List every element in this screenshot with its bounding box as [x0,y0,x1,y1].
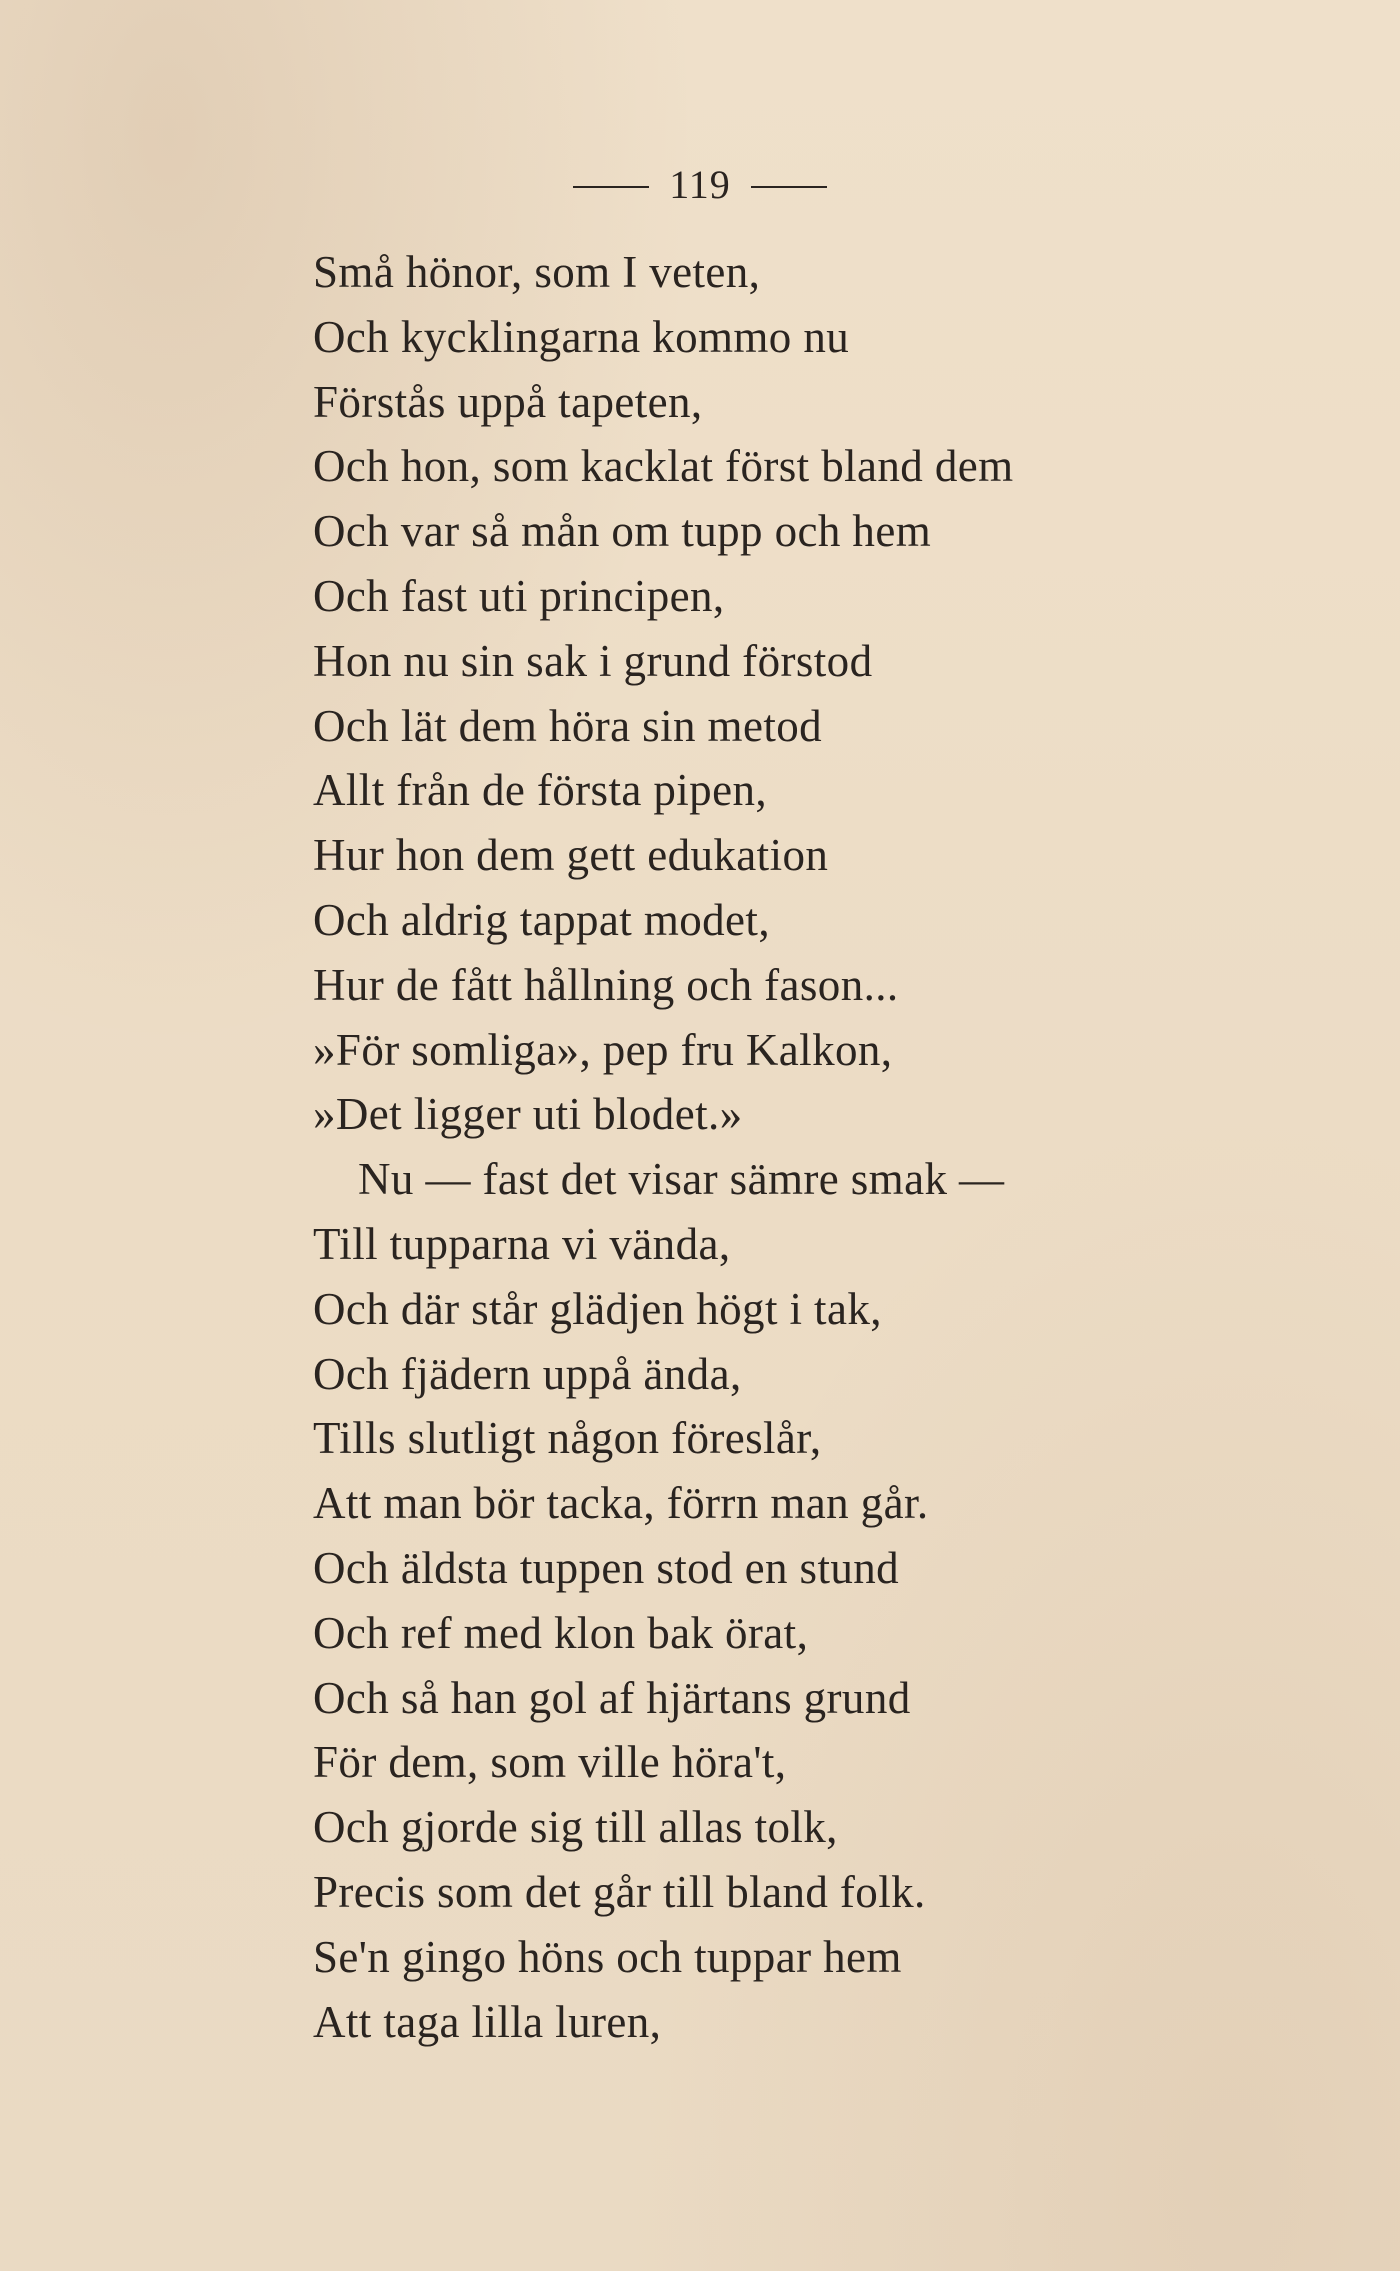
poem-line: Allt från de första pipen, [313,765,768,816]
poem-line: Se'n gingo höns och tuppar hem [313,1931,902,1982]
poem-line: Hon nu sin sak i grund förstod [313,635,873,686]
left-dash [573,186,649,188]
poem-line: Och ref med klon bak örat, [313,1607,809,1658]
poem-line: Hur de fått hållning och fason... [313,959,899,1010]
poem-line: Och aldrig tappat modet, [313,894,770,945]
poem-line: Precis som det går till bland folk. [313,1866,926,1917]
poem-line: Och var så mån om tupp och hem [313,506,932,557]
poem-line: Att taga lilla luren, [313,1996,662,2047]
poem-line: Och äldsta tuppen stod en stund [313,1542,900,1593]
poem-line: Och gjorde sig till allas tolk, [313,1802,838,1853]
poem-line: Och där står glädjen högt i tak, [313,1283,882,1334]
poem-line: Och så han gol af hjärtans grund [313,1672,911,1723]
poem-line: Och hon, som kacklat först bland dem [313,441,1014,492]
poem-text [313,240,1313,2054]
poem-line: Hur hon dem gett edukation [313,830,829,881]
page-number: 119 [669,162,731,207]
poem-line: Till tupparna vi vända, [313,1218,731,1269]
poem-line: Små hönor, som I veten, [313,247,761,297]
poem-line: Att man bör tacka, förrn man går. [313,1478,929,1529]
poem-line: Förstås uppå tapeten, [313,376,703,427]
poem-line: Nu — fast det visar sämre smak — [358,1154,1005,1205]
poem-line: Tills slutligt någon föreslår, [313,1413,822,1464]
poem-line: »För somliga», pep fru Kalkon, [313,1024,893,1075]
page-number-header [0,160,1400,210]
poem-line: Och fast uti principen, [313,570,725,621]
poem-line: Och lät dem höra sin metod [313,700,823,751]
poem-line: Och kycklingarna kommo nu [313,311,850,362]
right-dash [751,186,827,188]
poem-line: Och fjädern uppå ända, [313,1348,742,1399]
poem-line: För dem, som ville höra't, [313,1737,787,1788]
poem-line: »Det ligger uti blodet.» [313,1089,743,1140]
